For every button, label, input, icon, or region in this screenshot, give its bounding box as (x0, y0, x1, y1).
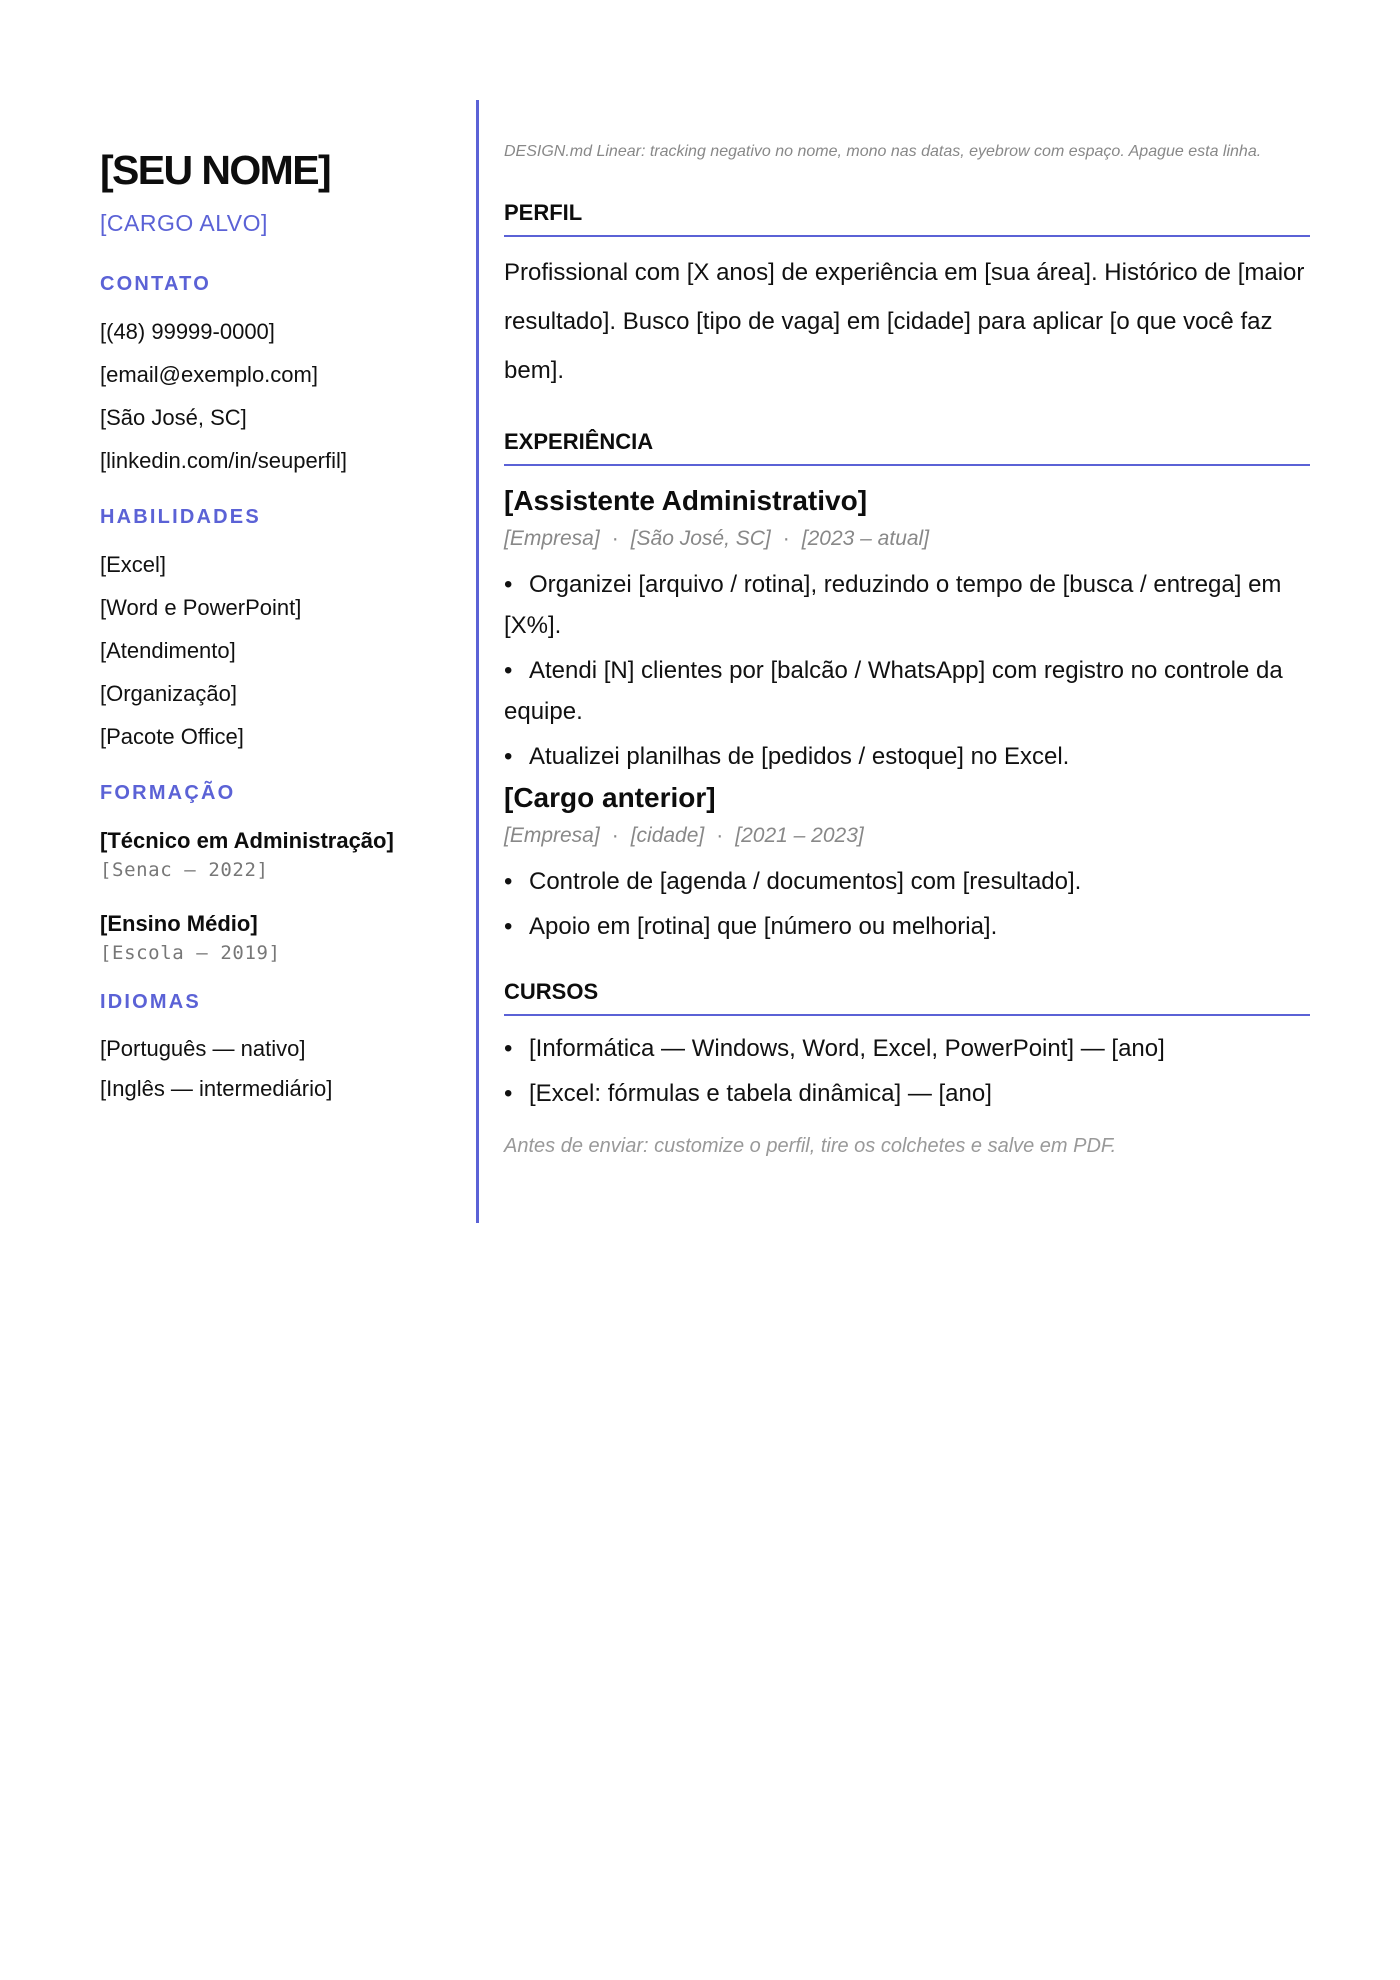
job-entry (504, 483, 1310, 777)
profile-summary: Profissional com [X anos] de experiência em [sua área]. Histórico de [maior resultado]. Busco [tipo de vaga] em [cidade] para aplicar [o que você faz bem]. (504, 259, 1305, 384)
job-location: [cidade] (630, 824, 705, 847)
education-item (100, 826, 460, 884)
course-item: • [Informática — Windows, Word, Excel, PowerPoint] — [ano] (504, 1028, 1310, 1069)
design-note: DESIGN.md Linear: tracking negativo no nome, mono nas datas, eyebrow com espaço. Apague esta linha. (504, 143, 1262, 160)
job-bullets (504, 861, 1310, 947)
job-bullet: • Organizei [arquivo / rotina], reduzindo o tempo de [busca / entrega] em [X%]. (504, 564, 1310, 646)
experience-heading: EXPERIÊNCIA (504, 427, 1310, 466)
sidebar (100, 140, 460, 1109)
meta-separator: · (782, 527, 790, 550)
education-title: [Ensino Médio] (100, 911, 258, 936)
education-detail: [Senac — 2022] (100, 859, 269, 881)
meta-separator: · (611, 527, 619, 550)
bullet-glyph: • (504, 1035, 513, 1062)
bullet-glyph: • (504, 657, 513, 684)
courses-list (504, 1028, 1310, 1114)
main-column (504, 138, 1310, 1160)
language-item: [Português — nativo] (100, 1036, 306, 1061)
footer-note: Antes de enviar: customize o perfil, tire os colchetes e salve em PDF. (504, 1135, 1117, 1157)
contact-email: [email@exemplo.com] (100, 362, 318, 387)
skills-heading: HABILIDADES (100, 506, 261, 528)
contact-linkedin: [linkedin.com/in/seuperfil] (100, 448, 348, 473)
skills-list (100, 543, 460, 758)
skill-item: [Pacote Office] (100, 724, 244, 749)
education-detail: [Escola — 2019] (100, 942, 281, 964)
column-divider (476, 100, 479, 1223)
bullet-glyph: • (504, 743, 513, 770)
job-period: [2021 – 2023] (735, 824, 864, 847)
contact-heading: CONTATO (100, 273, 211, 295)
bullet-glyph: • (504, 1080, 513, 1107)
target-role: [CARGO ALVO] (100, 210, 268, 236)
education-item (100, 909, 460, 967)
meta-separator: · (716, 824, 724, 847)
education-heading: FORMAÇÃO (100, 782, 236, 804)
bullet-glyph: • (504, 868, 513, 895)
contact-list (100, 310, 460, 482)
skill-item: [Atendimento] (100, 638, 236, 663)
job-meta (504, 821, 1310, 851)
job-meta (504, 524, 1310, 554)
languages-list (100, 1029, 460, 1109)
languages-heading: IDIOMAS (100, 991, 201, 1013)
job-bullet: • Atualizei planilhas de [pedidos / estoque] no Excel. (504, 736, 1310, 777)
contact-phone: [(48) 99999-0000] (100, 319, 275, 344)
job-company: [Empresa] (504, 527, 600, 550)
job-title: [Assistente Administrativo] (504, 485, 868, 516)
bullet-glyph: • (504, 913, 513, 940)
job-bullet: • Controle de [agenda / documentos] com [resultado]. (504, 861, 1310, 902)
job-bullets (504, 564, 1310, 777)
skill-item: [Organização] (100, 681, 237, 706)
language-item: [Inglês — intermediário] (100, 1076, 333, 1101)
contact-location: [São José, SC] (100, 405, 247, 430)
job-location: [São José, SC] (630, 527, 771, 550)
profile-heading: PERFIL (504, 198, 1310, 237)
bullet-glyph: • (504, 571, 513, 598)
skill-item: [Word e PowerPoint] (100, 595, 302, 620)
courses-heading: CURSOS (504, 977, 1310, 1016)
job-company: [Empresa] (504, 824, 600, 847)
candidate-name: [SEU NOME] (100, 147, 331, 193)
job-entry (504, 780, 1310, 947)
skill-item: [Excel] (100, 552, 167, 577)
job-period: [2023 – atual] (801, 527, 930, 550)
meta-separator: · (611, 824, 619, 847)
job-bullet: • Apoio em [rotina] que [número ou melhoria]. (504, 906, 1310, 947)
job-title: [Cargo anterior] (504, 782, 716, 813)
education-title: [Técnico em Administração] (100, 828, 394, 853)
job-bullet: • Atendi [N] clientes por [balcão / WhatsApp] com registro no controle da equipe. (504, 650, 1310, 732)
course-item: • [Excel: fórmulas e tabela dinâmica] — [ano] (504, 1073, 1310, 1114)
